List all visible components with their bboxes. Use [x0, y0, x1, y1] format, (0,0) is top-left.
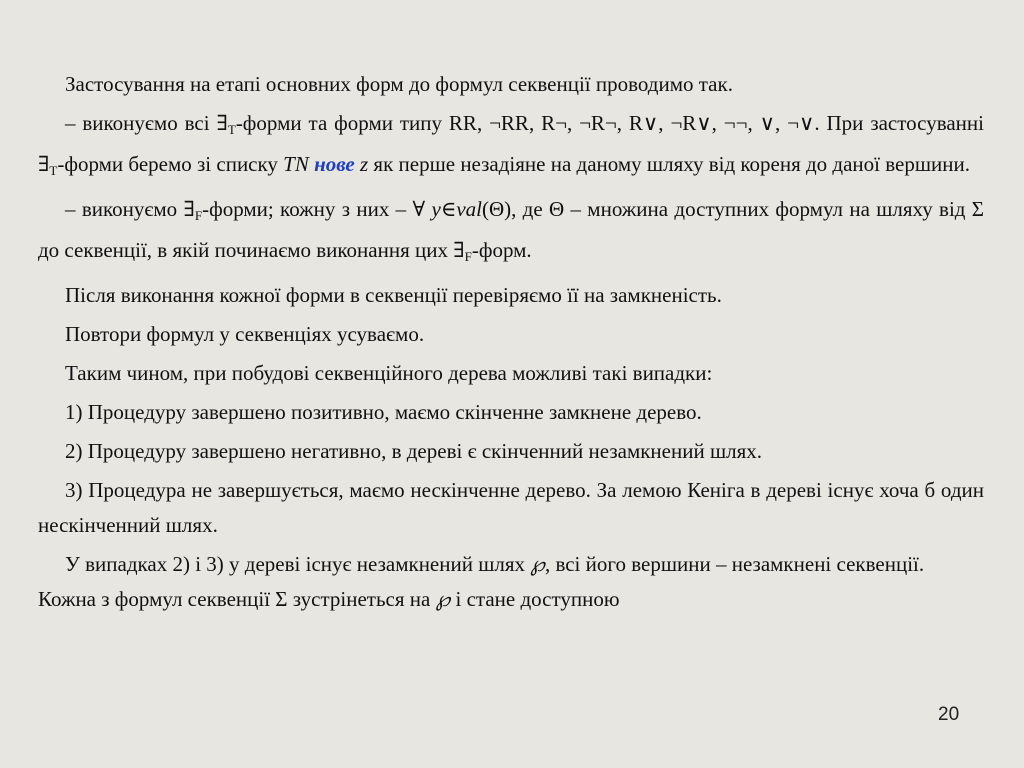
slide-body: [38, 67, 984, 621]
paragraph-intro: Застосування на етапі основних форм до формул секвенції проводимо так.: [65, 72, 733, 96]
subscript: T: [49, 163, 58, 178]
text-segment: як перше незадіяне на даному шляху від кореня до даної вершини.: [368, 152, 970, 176]
text-segment: У випадках 2) і 3) у дереві існує незамкнений шлях: [65, 552, 531, 576]
text-segment: -форм.: [471, 238, 532, 262]
paragraph-closure-check: Після виконання кожної форми в секвенції перевіряємо її на замкненість.: [65, 283, 722, 307]
page-number: 20: [938, 704, 960, 725]
paragraph-case-2: 2) Процедуру завершено негативно, в дереві є скінченний незамкнений шлях.: [65, 439, 763, 463]
italic-val: val: [456, 197, 482, 221]
text-segment: , всі його вершини – незамкнені секвенції. Кожна з формул секвенції Σ зустрінеться на: [38, 552, 925, 611]
italic-term-tn: TN: [283, 152, 309, 176]
text-segment: -форми беремо зі списку: [57, 152, 284, 176]
text-segment: – виконуємо всі ∃: [65, 111, 228, 135]
subscript: F: [464, 249, 472, 264]
highlighted-term-nove: нове: [314, 152, 355, 176]
text-segment: -форми та форми типу RR, ¬RR, R¬, ¬R¬, R∨, ¬R∨, ¬¬, ∨, ¬∨. При застосуванні ∃: [38, 111, 984, 176]
element-of-symbol: ∈: [440, 197, 457, 221]
italic-var-y: y: [431, 197, 441, 221]
text-segment: -форми; кожну з них – ∀: [202, 197, 432, 221]
paragraph-conclusion: [38, 547, 984, 617]
text-segment: і стане доступною: [450, 587, 620, 611]
paragraph-exists-t-forms: [38, 106, 984, 188]
path-symbol: ℘: [530, 552, 545, 576]
paragraph-exists-f-forms: [38, 192, 984, 274]
text-segment: – виконуємо ∃: [65, 197, 195, 221]
text-segment: (Θ), де Θ – множина доступних формул на шляху від Σ до секвенції, в якій починаємо виконання цих ∃: [38, 197, 984, 262]
paragraph-case-3: 3) Процедура не завершується, маємо нескінченне дерево. За лемою Кеніга в дереві існує хоча б один нескінченний шлях.: [38, 478, 984, 537]
paragraph-repeats: Повтори формул у секвенціях усуваємо.: [65, 322, 425, 346]
italic-var-z: z: [354, 152, 369, 176]
paragraph-case-1: 1) Процедуру завершено позитивно, маємо скінченне замкнене дерево.: [65, 400, 702, 424]
subscript: T: [227, 122, 236, 137]
paragraph-cases-intro: Таким чином, при побудові секвенційного дерева можливі такі випадки:: [65, 361, 713, 385]
subscript: F: [194, 208, 203, 223]
path-symbol: ℘: [435, 587, 451, 611]
